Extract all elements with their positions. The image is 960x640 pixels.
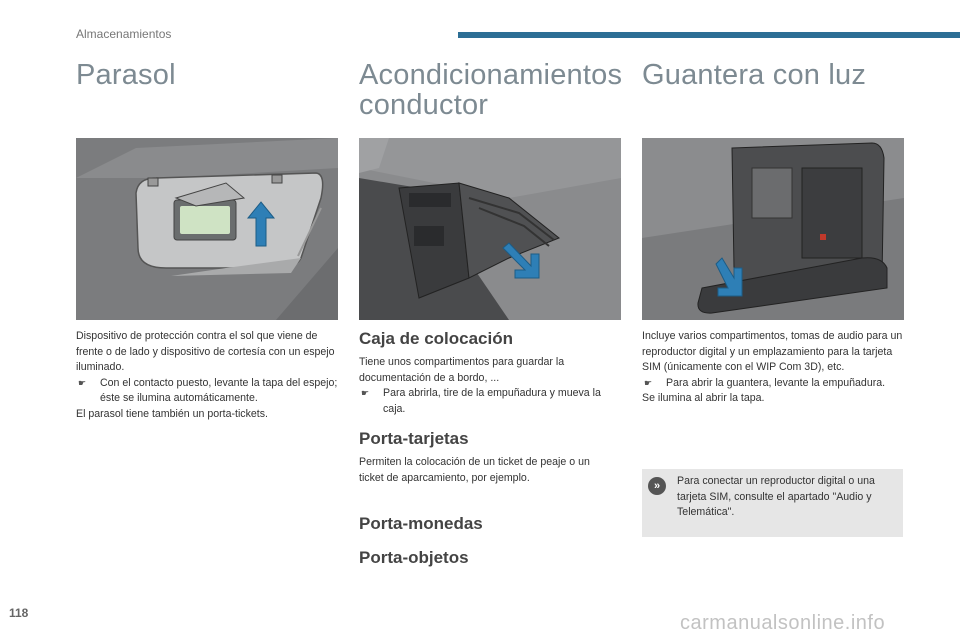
- header-accent-bar: [458, 32, 960, 38]
- parasol-note: El parasol tiene también un porta-tickets.: [76, 407, 268, 420]
- section-guantera: [642, 60, 904, 90]
- caja-description: Tiene unos compartimentos para guardar la documentación de a bordo, ...: [359, 356, 565, 384]
- heading-caja: Caja de colocación: [359, 329, 513, 348]
- info-arrow-icon: »: [648, 477, 666, 495]
- running-header: Almacenamientos: [76, 27, 172, 41]
- guantera-description: Incluye varios compartimentos, tomas de audio para un reproductor digital y un emplazamiento para la tarjeta SIM (únicamente con el WIP Com 3D), etc.: [642, 330, 903, 373]
- title-guantera: Guantera con luz: [642, 59, 867, 91]
- heading-porta-objetos: Porta-objetos: [359, 548, 469, 567]
- section-parasol: [76, 60, 338, 90]
- sun-visor-illustration: [76, 138, 338, 320]
- info-note-text: Para conectar un reproductor digital o una tarjeta SIM, consulte el apartado "Audio y Telemática".: [677, 475, 875, 518]
- acondicionamientos-text: [359, 329, 614, 568]
- pointing-hand-icon: ☛: [78, 377, 87, 388]
- pointing-hand-icon: ☛: [644, 377, 653, 388]
- pointing-hand-icon: ☛: [361, 388, 370, 398]
- parasol-instruction: ☛ Con el contacto puesto, levante la tapa del espejo; éste se ilumina automáticamente.: [78, 376, 338, 404]
- title-acondicionamientos: Acondicionamientos conductor: [359, 59, 623, 121]
- glovebox-illustration: [642, 138, 904, 320]
- title-parasol: Parasol: [76, 59, 176, 91]
- guantera-text: [642, 329, 904, 407]
- storage-box-illustration: [359, 138, 621, 320]
- section-acondicionamientos: [359, 60, 621, 120]
- heading-porta-monedas: Porta-monedas: [359, 514, 483, 533]
- watermark: carmanualsonline.info: [680, 612, 886, 634]
- guantera-instruction: ☛ Para abrir la guantera, levante la empuñadura.: [642, 376, 904, 392]
- page-number: 118: [9, 606, 29, 620]
- heading-porta-tarjetas: Porta-tarjetas: [359, 429, 469, 448]
- parasol-description: Dispositivo de protección contra el sol que viene de frente o de lado y dispositivo de cortesía con un espejo iluminado.: [76, 330, 335, 373]
- tarjetas-description: Permiten la colocación de un ticket de peaje o un ticket de aparcamiento, por ejemplo.: [359, 456, 590, 484]
- parasol-text: [76, 329, 338, 422]
- caja-instruction: ☛ Para abrirla, tire de la empuñadura y mueva la caja.: [361, 387, 601, 415]
- guantera-light-note: Se ilumina al abrir la tapa.: [642, 392, 765, 404]
- info-note-box: [642, 469, 903, 537]
